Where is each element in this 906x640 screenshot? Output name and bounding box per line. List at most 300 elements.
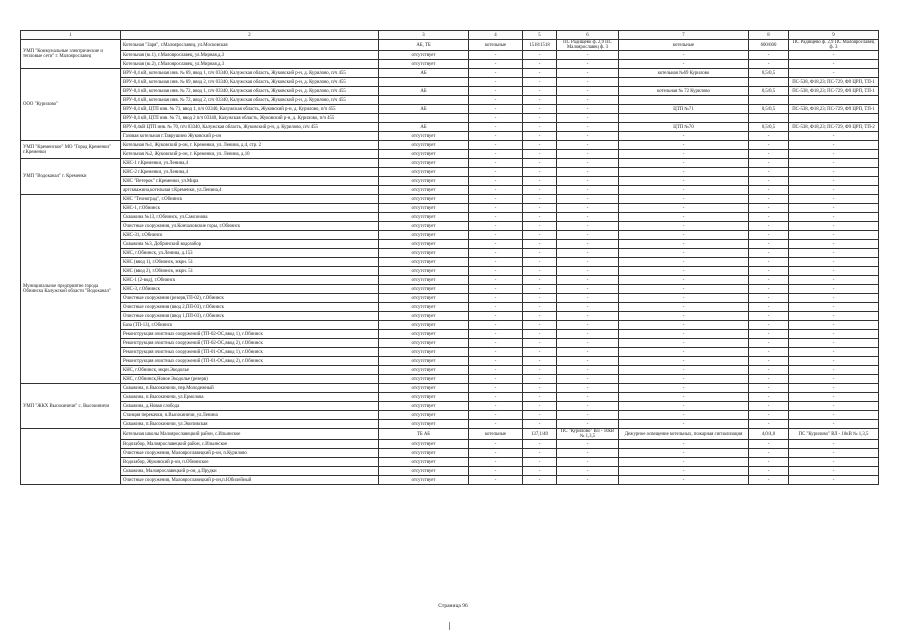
capacity-cell: 137,1/40 xyxy=(523,429,557,440)
reserve-feeder-cell: - xyxy=(789,384,879,393)
reserve-consumer-cell: - xyxy=(619,159,749,168)
facility-cell: КНС-1, г.Обнинск xyxy=(121,204,379,213)
feeder-cell: - xyxy=(557,303,619,312)
facility-cell: КНС-1 (2-вод), г.Обнинск xyxy=(121,276,379,285)
capacity-cell: - xyxy=(523,60,557,69)
table-row xyxy=(21,195,879,204)
reserve-feeder-cell: ПС-538, Ф18,23; ПС-729, Ф9 ЦРП, ТП-1 xyxy=(789,87,879,96)
capacity-cell: - xyxy=(523,177,557,186)
reserve-capacity-cell: - xyxy=(749,440,789,449)
col-num-1: 1 xyxy=(21,31,121,40)
reserve-capacity-cell: - xyxy=(749,339,789,348)
reserve-consumer-cell: - xyxy=(619,51,749,60)
consumer-type-cell: - xyxy=(469,458,523,467)
col-num-6: 6 xyxy=(557,31,619,40)
reserve-consumer-cell: ЦТП №70 xyxy=(619,123,749,132)
facility-cell: Котельная "Заря", г.Малоярославец, ул.Московская xyxy=(121,40,379,51)
reserve-capacity-cell xyxy=(749,96,789,105)
reserve-capacity-cell: - xyxy=(749,420,789,429)
reserve-capacity-cell: - xyxy=(749,249,789,258)
feeder-cell: - xyxy=(557,114,619,123)
table-row xyxy=(21,177,879,186)
consumer-type-cell: - xyxy=(469,78,523,87)
facility-cell: Скважина, п.Высокиничи, пер.Молодежный xyxy=(121,384,379,393)
reserve-feeder-cell: - xyxy=(789,222,879,231)
feeder-cell: - xyxy=(557,267,619,276)
reserve-capacity-cell: - xyxy=(749,402,789,411)
reserve-consumer-cell: - xyxy=(619,458,749,467)
feeder-cell: - xyxy=(557,69,619,78)
capacity-cell: - xyxy=(523,141,557,150)
power-source-cell: отсутствует xyxy=(379,384,469,393)
facility-cell: КНС, г.Обнинск, мкрн.Экодолье xyxy=(121,366,379,375)
facility-cell: Котельная школы Малоярославецкий район, с.Ильинское xyxy=(121,429,379,440)
facility-cell: артскважина,котельная г.Кременки, ул.Ленина,4 xyxy=(121,186,379,195)
capacity-cell: - xyxy=(523,51,557,60)
capacity-cell: - xyxy=(523,366,557,375)
power-source-cell: отсутствует xyxy=(379,393,469,402)
reserve-capacity-cell: - xyxy=(749,375,789,384)
reserve-consumer-cell: - xyxy=(619,366,749,375)
reserve-capacity-cell: - xyxy=(749,285,789,294)
table-row xyxy=(21,303,879,312)
facility-cell: Очистные сооружения, Малоярославецкий р-он, п.Курилово xyxy=(121,449,379,458)
table-row xyxy=(21,78,879,87)
facility-cell: КНС "Техноград", г.Обнинск xyxy=(121,195,379,204)
table-row xyxy=(21,393,879,402)
consumer-type-cell: - xyxy=(469,69,523,78)
capacity-cell: - xyxy=(523,285,557,294)
feeder-cell: - xyxy=(557,458,619,467)
feeder-cell: - xyxy=(557,195,619,204)
consumer-type-cell: - xyxy=(469,105,523,114)
feeder-cell: ПС "Курилово" ВЛ - 10кВ № 1,3,5 xyxy=(557,429,619,440)
capacity-cell: - xyxy=(523,213,557,222)
facility-cell: Реконструкция очистных сооружений (ТП-01-ОС,ввод 2), г.Обнинск xyxy=(121,357,379,366)
facility-cell: Водозабор, Малоярославецкий район, с.Ильинское xyxy=(121,440,379,449)
reserve-capacity-cell: - xyxy=(749,312,789,321)
reserve-consumer-cell: Дежурное освещение котельных, пожарная сигнализация xyxy=(619,429,749,440)
facility-cell: Скважина, п.Высокиничи, ул.Экопивская xyxy=(121,420,379,429)
facility-cell: Очистные сооружения, Малоярославецкий р-он,п.Юбилейный xyxy=(121,476,379,485)
power-source-cell: отсутствует xyxy=(379,467,469,476)
reserve-capacity-cell: 0,5/0,5 xyxy=(749,123,789,132)
facility-cell: Реконструкция очистных сооружений (ТП-02-ОС,ввод 2), г.Обнинск xyxy=(121,339,379,348)
power-source-cell: отсутствует xyxy=(379,195,469,204)
table-row xyxy=(21,276,879,285)
facility-cell: Станция перекачки, п.Высокиничи, ул.Ленина xyxy=(121,411,379,420)
consumer-type-cell: - xyxy=(469,114,523,123)
feeder-cell: - xyxy=(557,276,619,285)
reserve-consumer-cell: - xyxy=(619,384,749,393)
reserve-consumer-cell: - xyxy=(619,476,749,485)
reserve-feeder-cell: - xyxy=(789,240,879,249)
reserve-feeder-cell: - xyxy=(789,177,879,186)
consumer-type-cell: - xyxy=(469,213,523,222)
capacity-cell: - xyxy=(523,195,557,204)
reserve-feeder-cell xyxy=(789,96,879,105)
reserve-capacity-cell: - xyxy=(749,150,789,159)
power-source-cell: отсутствует xyxy=(379,312,469,321)
consumer-type-cell: - xyxy=(469,476,523,485)
reserve-capacity-cell: - xyxy=(749,132,789,141)
facility-cell: Котельная (ю.1), г.Малоярославец, ул.Мирная,д.3 xyxy=(121,51,379,60)
reserve-feeder-cell: - xyxy=(789,357,879,366)
consumer-type-cell: - xyxy=(469,312,523,321)
consumer-type-cell: - xyxy=(469,411,523,420)
consumer-type-cell: котельные xyxy=(469,429,523,440)
reserve-consumer-cell: - xyxy=(619,222,749,231)
feeder-cell: - xyxy=(557,467,619,476)
consumer-type-cell: - xyxy=(469,294,523,303)
reserve-feeder-cell: - xyxy=(789,285,879,294)
reserve-capacity-cell: 0,5/0,5 xyxy=(749,105,789,114)
consumer-type-cell: - xyxy=(469,393,523,402)
reserve-feeder-cell: - xyxy=(789,276,879,285)
reserve-consumer-cell: - xyxy=(619,60,749,69)
reserve-consumer-cell: - xyxy=(619,440,749,449)
reserve-feeder-cell: - xyxy=(789,294,879,303)
scan-mark xyxy=(449,622,450,630)
capacity-cell: - xyxy=(523,186,557,195)
col-num-7: 7 xyxy=(619,31,749,40)
col-num-9: 9 xyxy=(789,31,879,40)
power-source-cell: отсутствует xyxy=(379,168,469,177)
feeder-cell: - xyxy=(557,440,619,449)
reserve-capacity-cell: - xyxy=(749,366,789,375)
power-source-cell: отсутствует xyxy=(379,60,469,69)
reserve-consumer-cell xyxy=(619,114,749,123)
reserve-capacity-cell: - xyxy=(749,467,789,476)
table-row xyxy=(21,366,879,375)
table-row xyxy=(21,105,879,114)
capacity-cell: - xyxy=(523,132,557,141)
facility-cell: Реконструкция очистных сооружений (ТП-01-ОС,ввод 1), г.Обнинск xyxy=(121,348,379,357)
power-source-cell xyxy=(379,78,469,87)
feeder-cell: - xyxy=(557,285,619,294)
consumer-type-cell: - xyxy=(469,159,523,168)
reserve-feeder-cell: - xyxy=(789,321,879,330)
reserve-capacity-cell: 600/600 xyxy=(749,40,789,51)
capacity-cell: - xyxy=(523,276,557,285)
reserve-feeder-cell: - xyxy=(789,51,879,60)
feeder-cell: - xyxy=(557,204,619,213)
facility-cell: ВРУ-0,4 кВ, котельная инв. № 69, ввод 1, п/ч 03340, Калужская область, Жуковский р-н, д. Курилово, п/ч 455 xyxy=(121,69,379,78)
reserve-consumer-cell xyxy=(619,96,749,105)
facility-cell: КНС, г.Обнинск,Новое Экодолье (резерв) xyxy=(121,375,379,384)
power-source-cell: ТБ АБ xyxy=(379,429,469,440)
col-num-3: 3 xyxy=(379,31,469,40)
power-source-cell: отсутствует xyxy=(379,411,469,420)
reserve-capacity-cell xyxy=(749,78,789,87)
facility-cell: КНС-31, г.Обнинск xyxy=(121,231,379,240)
consumer-type-cell: - xyxy=(469,96,523,105)
power-source-cell: отсутствует xyxy=(379,150,469,159)
power-source-cell: отсутствует xyxy=(379,402,469,411)
table-row xyxy=(21,51,879,60)
capacity-cell: - xyxy=(523,312,557,321)
table-row xyxy=(21,285,879,294)
power-source-cell: отсутствует xyxy=(379,303,469,312)
organization-name: УМП "Кременское" МО "Город Кременки" г.Кременки xyxy=(21,141,121,159)
consumer-type-cell: - xyxy=(469,249,523,258)
reserve-capacity-cell: - xyxy=(749,168,789,177)
reserve-consumer-cell: - xyxy=(619,240,749,249)
power-source-cell: отсутствует xyxy=(379,357,469,366)
facility-cell: ВРУ-0,4 кВ, котельная инв. № 72, ввод 2, п/ч 03340, Калужская область, Жуковский р-н, д. Курилово, п/ч 455 xyxy=(121,96,379,105)
capacity-cell: - xyxy=(523,204,557,213)
facility-cell: Очистные сооружения (ввод 2,ПП-03), г.Обнинск xyxy=(121,303,379,312)
reserve-feeder-cell: - xyxy=(789,168,879,177)
col-num-2: 2 xyxy=(121,31,379,40)
reserve-consumer-cell: - xyxy=(619,449,749,458)
facility-cell: КНС-2 г.Кременки, ул.Ленина,4 xyxy=(121,168,379,177)
col-num-4: 4 xyxy=(469,31,523,40)
power-source-cell: отсутствует xyxy=(379,476,469,485)
table-row xyxy=(21,321,879,330)
capacity-cell: - xyxy=(523,357,557,366)
reserve-capacity-cell: - xyxy=(749,186,789,195)
facility-cell: Очистные сооружения (резерв,ТП-02), г.Обнинск xyxy=(121,294,379,303)
consumer-type-cell: - xyxy=(469,123,523,132)
facility-cell: Скважина №3, Добринский водозабор xyxy=(121,240,379,249)
capacity-cell: - xyxy=(523,69,557,78)
consumer-type-cell: - xyxy=(469,375,523,384)
reserve-feeder-cell: - xyxy=(789,467,879,476)
reserve-consumer-cell: - xyxy=(619,258,749,267)
feeder-cell: - xyxy=(557,449,619,458)
table-row xyxy=(21,240,879,249)
reserve-feeder-cell: ПС-538, Ф18,23; ПС-729, Ф9 ЦРП, ТП-1 xyxy=(789,105,879,114)
feeder-cell: - xyxy=(557,321,619,330)
consumer-type-cell: - xyxy=(469,195,523,204)
power-source-cell: отсутствует xyxy=(379,249,469,258)
document-page xyxy=(20,30,878,485)
facility-cell: КНС (ввод 2), г.Обнинск, мкрн. 51 xyxy=(121,267,379,276)
organization-name: ООО "Курилово" xyxy=(21,69,121,141)
reserve-feeder-cell: - xyxy=(789,213,879,222)
consumer-type-cell: - xyxy=(469,384,523,393)
capacity-cell: - xyxy=(523,87,557,96)
reserve-capacity-cell: - xyxy=(749,321,789,330)
reserve-feeder-cell: - xyxy=(789,411,879,420)
power-source-cell: отсутствует xyxy=(379,440,469,449)
feeder-cell: - xyxy=(557,132,619,141)
capacity-cell: - xyxy=(523,449,557,458)
power-source-cell: отсутствует xyxy=(379,204,469,213)
reserve-feeder-cell: - xyxy=(789,159,879,168)
reserve-capacity-cell: - xyxy=(749,330,789,339)
reserve-consumer-cell: котельные xyxy=(619,40,749,51)
reserve-feeder-cell: - xyxy=(789,449,879,458)
power-source-cell: отсутствует xyxy=(379,213,469,222)
reserve-capacity-cell: - xyxy=(749,476,789,485)
consumer-type-cell: котельные xyxy=(469,40,523,51)
capacity-cell: 1518/1518 xyxy=(523,40,557,51)
capacity-cell: - xyxy=(523,96,557,105)
table-row xyxy=(21,213,879,222)
consumer-type-cell: - xyxy=(469,285,523,294)
facility-cell: КНС-3, г.Обнинск xyxy=(121,285,379,294)
consumer-type-cell: - xyxy=(469,420,523,429)
table-row xyxy=(21,384,879,393)
consumer-type-cell: - xyxy=(469,222,523,231)
consumer-type-cell: - xyxy=(469,132,523,141)
reserve-feeder-cell: - xyxy=(789,375,879,384)
table-row xyxy=(21,60,879,69)
reserve-feeder-cell: - xyxy=(789,339,879,348)
reserve-capacity-cell: - xyxy=(749,60,789,69)
power-source-cell: отсутствует xyxy=(379,375,469,384)
feeder-cell: - xyxy=(557,357,619,366)
feeder-cell: - xyxy=(557,294,619,303)
facility-cell: Очистные сооружения (ввод 1,ПП-03), г.Обнинск xyxy=(121,312,379,321)
feeder-cell: - xyxy=(557,384,619,393)
reserve-feeder-cell: - xyxy=(789,348,879,357)
facility-cell: ВРУ-0,4 кВ, котельная инв. № 72, ввод 1, п/ч 03340, Калужская область, Жуковский р-н, д. Курилово, п/ч 455 xyxy=(121,87,379,96)
feeder-cell: - xyxy=(557,159,619,168)
capacity-cell: - xyxy=(523,267,557,276)
consumer-type-cell: - xyxy=(469,231,523,240)
reserve-feeder-cell: - xyxy=(789,440,879,449)
consumer-type-cell: - xyxy=(469,186,523,195)
consumer-type-cell: - xyxy=(469,51,523,60)
facility-cell: Газовая котельная г.Таврушино Жуковский р-он xyxy=(121,132,379,141)
consumer-type-cell: - xyxy=(469,204,523,213)
reserve-consumer-cell: котельная № 72 Курилово xyxy=(619,87,749,96)
table-row xyxy=(21,168,879,177)
reserve-consumer-cell: - xyxy=(619,339,749,348)
reserve-capacity-cell: - xyxy=(749,449,789,458)
capacity-cell: - xyxy=(523,303,557,312)
organization-name xyxy=(21,429,121,485)
reserve-feeder-cell: ПС-538, Ф18,23; ПС-729, Ф9 ЦРП, ТП-1 xyxy=(789,78,879,87)
consumer-type-cell: - xyxy=(469,177,523,186)
reserve-consumer-cell: - xyxy=(619,249,749,258)
table-row xyxy=(21,258,879,267)
feeder-cell: - xyxy=(557,258,619,267)
organization-name: УМП "ЖКХ Высокиничи" с. Высокиничи xyxy=(21,384,121,429)
power-source-cell xyxy=(379,114,469,123)
feeder-cell: - xyxy=(557,96,619,105)
table-row xyxy=(21,159,879,168)
facility-cell: База (ТП-13), г.Обнинск xyxy=(121,321,379,330)
power-source-cell: отсутствует xyxy=(379,177,469,186)
feeder-cell: - xyxy=(557,123,619,132)
reserve-consumer-cell: - xyxy=(619,231,749,240)
reserve-feeder-cell: - xyxy=(789,366,879,375)
feeder-cell: - xyxy=(557,51,619,60)
reserve-capacity-cell: - xyxy=(749,51,789,60)
page-number: Страница 96 xyxy=(438,603,468,609)
facility-cell: ВРУ-0,4кВ ЦТП инв. № 70, п/ч 03340, Калужская область, Жуковский р-н, д. Курилово, п/ч 455 xyxy=(121,123,379,132)
reserve-feeder-cell: - xyxy=(789,60,879,69)
reserve-feeder-cell: - xyxy=(789,69,879,78)
reserve-feeder-cell: - xyxy=(789,402,879,411)
power-source-cell: отсутствует xyxy=(379,458,469,467)
reserve-capacity-cell: - xyxy=(749,195,789,204)
table-row xyxy=(21,87,879,96)
reserve-feeder-cell: ПС "Курилово" ВЛ - 10кВ № 1,3,5 xyxy=(789,429,879,440)
reserve-consumer-cell: - xyxy=(619,467,749,476)
feeder-cell: - xyxy=(557,366,619,375)
feeder-cell: - xyxy=(557,348,619,357)
power-source-cell: отсутствует xyxy=(379,285,469,294)
table-row xyxy=(21,402,879,411)
power-source-cell: отсутствует xyxy=(379,348,469,357)
table-row xyxy=(21,114,879,123)
table-row xyxy=(21,339,879,348)
feeder-cell: - xyxy=(557,231,619,240)
reserve-feeder-cell: - xyxy=(789,141,879,150)
capacity-cell: - xyxy=(523,249,557,258)
reserve-capacity-cell: - xyxy=(749,393,789,402)
reserve-capacity-cell xyxy=(749,114,789,123)
col-num-8: 8 xyxy=(749,31,789,40)
reserve-consumer-cell: - xyxy=(619,132,749,141)
facility-cell: ВРУ-0,4 кВ, ЦТП инв. № 71, ввод 2 п/ч 03340, Калужская область, Жуковский р-н, д. Курилово, п/ч 455 xyxy=(121,114,379,123)
facility-cell: КНС, г.Обнинск, ул.Ленина, д.153 xyxy=(121,249,379,258)
table-row xyxy=(21,348,879,357)
feeder-cell: - xyxy=(557,411,619,420)
reserve-capacity-cell: 0,5/0,5 xyxy=(749,69,789,78)
reserve-feeder-cell xyxy=(789,114,879,123)
table-row xyxy=(21,69,879,78)
capacity-cell: - xyxy=(523,458,557,467)
power-source-cell xyxy=(379,96,469,105)
capacity-cell: - xyxy=(523,105,557,114)
capacity-cell: - xyxy=(523,330,557,339)
reserve-consumer-cell: - xyxy=(619,294,749,303)
table-row xyxy=(21,411,879,420)
feeder-cell: - xyxy=(557,476,619,485)
reserve-consumer-cell: - xyxy=(619,267,749,276)
reserve-feeder-cell: - xyxy=(789,458,879,467)
power-source-cell: АБ xyxy=(379,69,469,78)
table-row xyxy=(21,132,879,141)
capacity-cell: - xyxy=(523,123,557,132)
table-row xyxy=(21,150,879,159)
reserve-capacity-cell: - xyxy=(749,303,789,312)
reserve-consumer-cell: - xyxy=(619,276,749,285)
column-number-row xyxy=(21,31,879,40)
reserve-feeder-cell: ПС-538, Ф18,23; ПС-729, Ф9 ЦРП, ТП-2 xyxy=(789,123,879,132)
consumer-type-cell: - xyxy=(469,366,523,375)
reserve-feeder-cell: - xyxy=(789,231,879,240)
reserve-consumer-cell: - xyxy=(619,141,749,150)
power-source-cell: отсутствует xyxy=(379,222,469,231)
facility-cell: Реконструкция очистных сооружений (ТП-02-ОС,ввод 1), г.Обнинск xyxy=(121,330,379,339)
reserve-consumer-cell: - xyxy=(619,321,749,330)
power-source-cell: отсутствует xyxy=(379,420,469,429)
consumer-type-cell: - xyxy=(469,357,523,366)
reserve-consumer-cell: - xyxy=(619,357,749,366)
power-source-cell: АБ, ТБ xyxy=(379,40,469,51)
feeder-cell: - xyxy=(557,249,619,258)
feeder-cell: - xyxy=(557,105,619,114)
reserve-consumer-cell: - xyxy=(619,195,749,204)
capacity-cell: - xyxy=(523,476,557,485)
capacity-cell: - xyxy=(523,348,557,357)
reserve-capacity-cell: - xyxy=(749,411,789,420)
reserve-feeder-cell: ПС Радищево ф. 2,9 ПС Малоярославец ф. 3 xyxy=(789,40,879,51)
reserve-consumer-cell: - xyxy=(619,402,749,411)
power-source-cell: отсутствует xyxy=(379,330,469,339)
feeder-cell: - xyxy=(557,60,619,69)
capacity-cell: - xyxy=(523,440,557,449)
reserve-feeder-cell: - xyxy=(789,420,879,429)
table-row xyxy=(21,440,879,449)
